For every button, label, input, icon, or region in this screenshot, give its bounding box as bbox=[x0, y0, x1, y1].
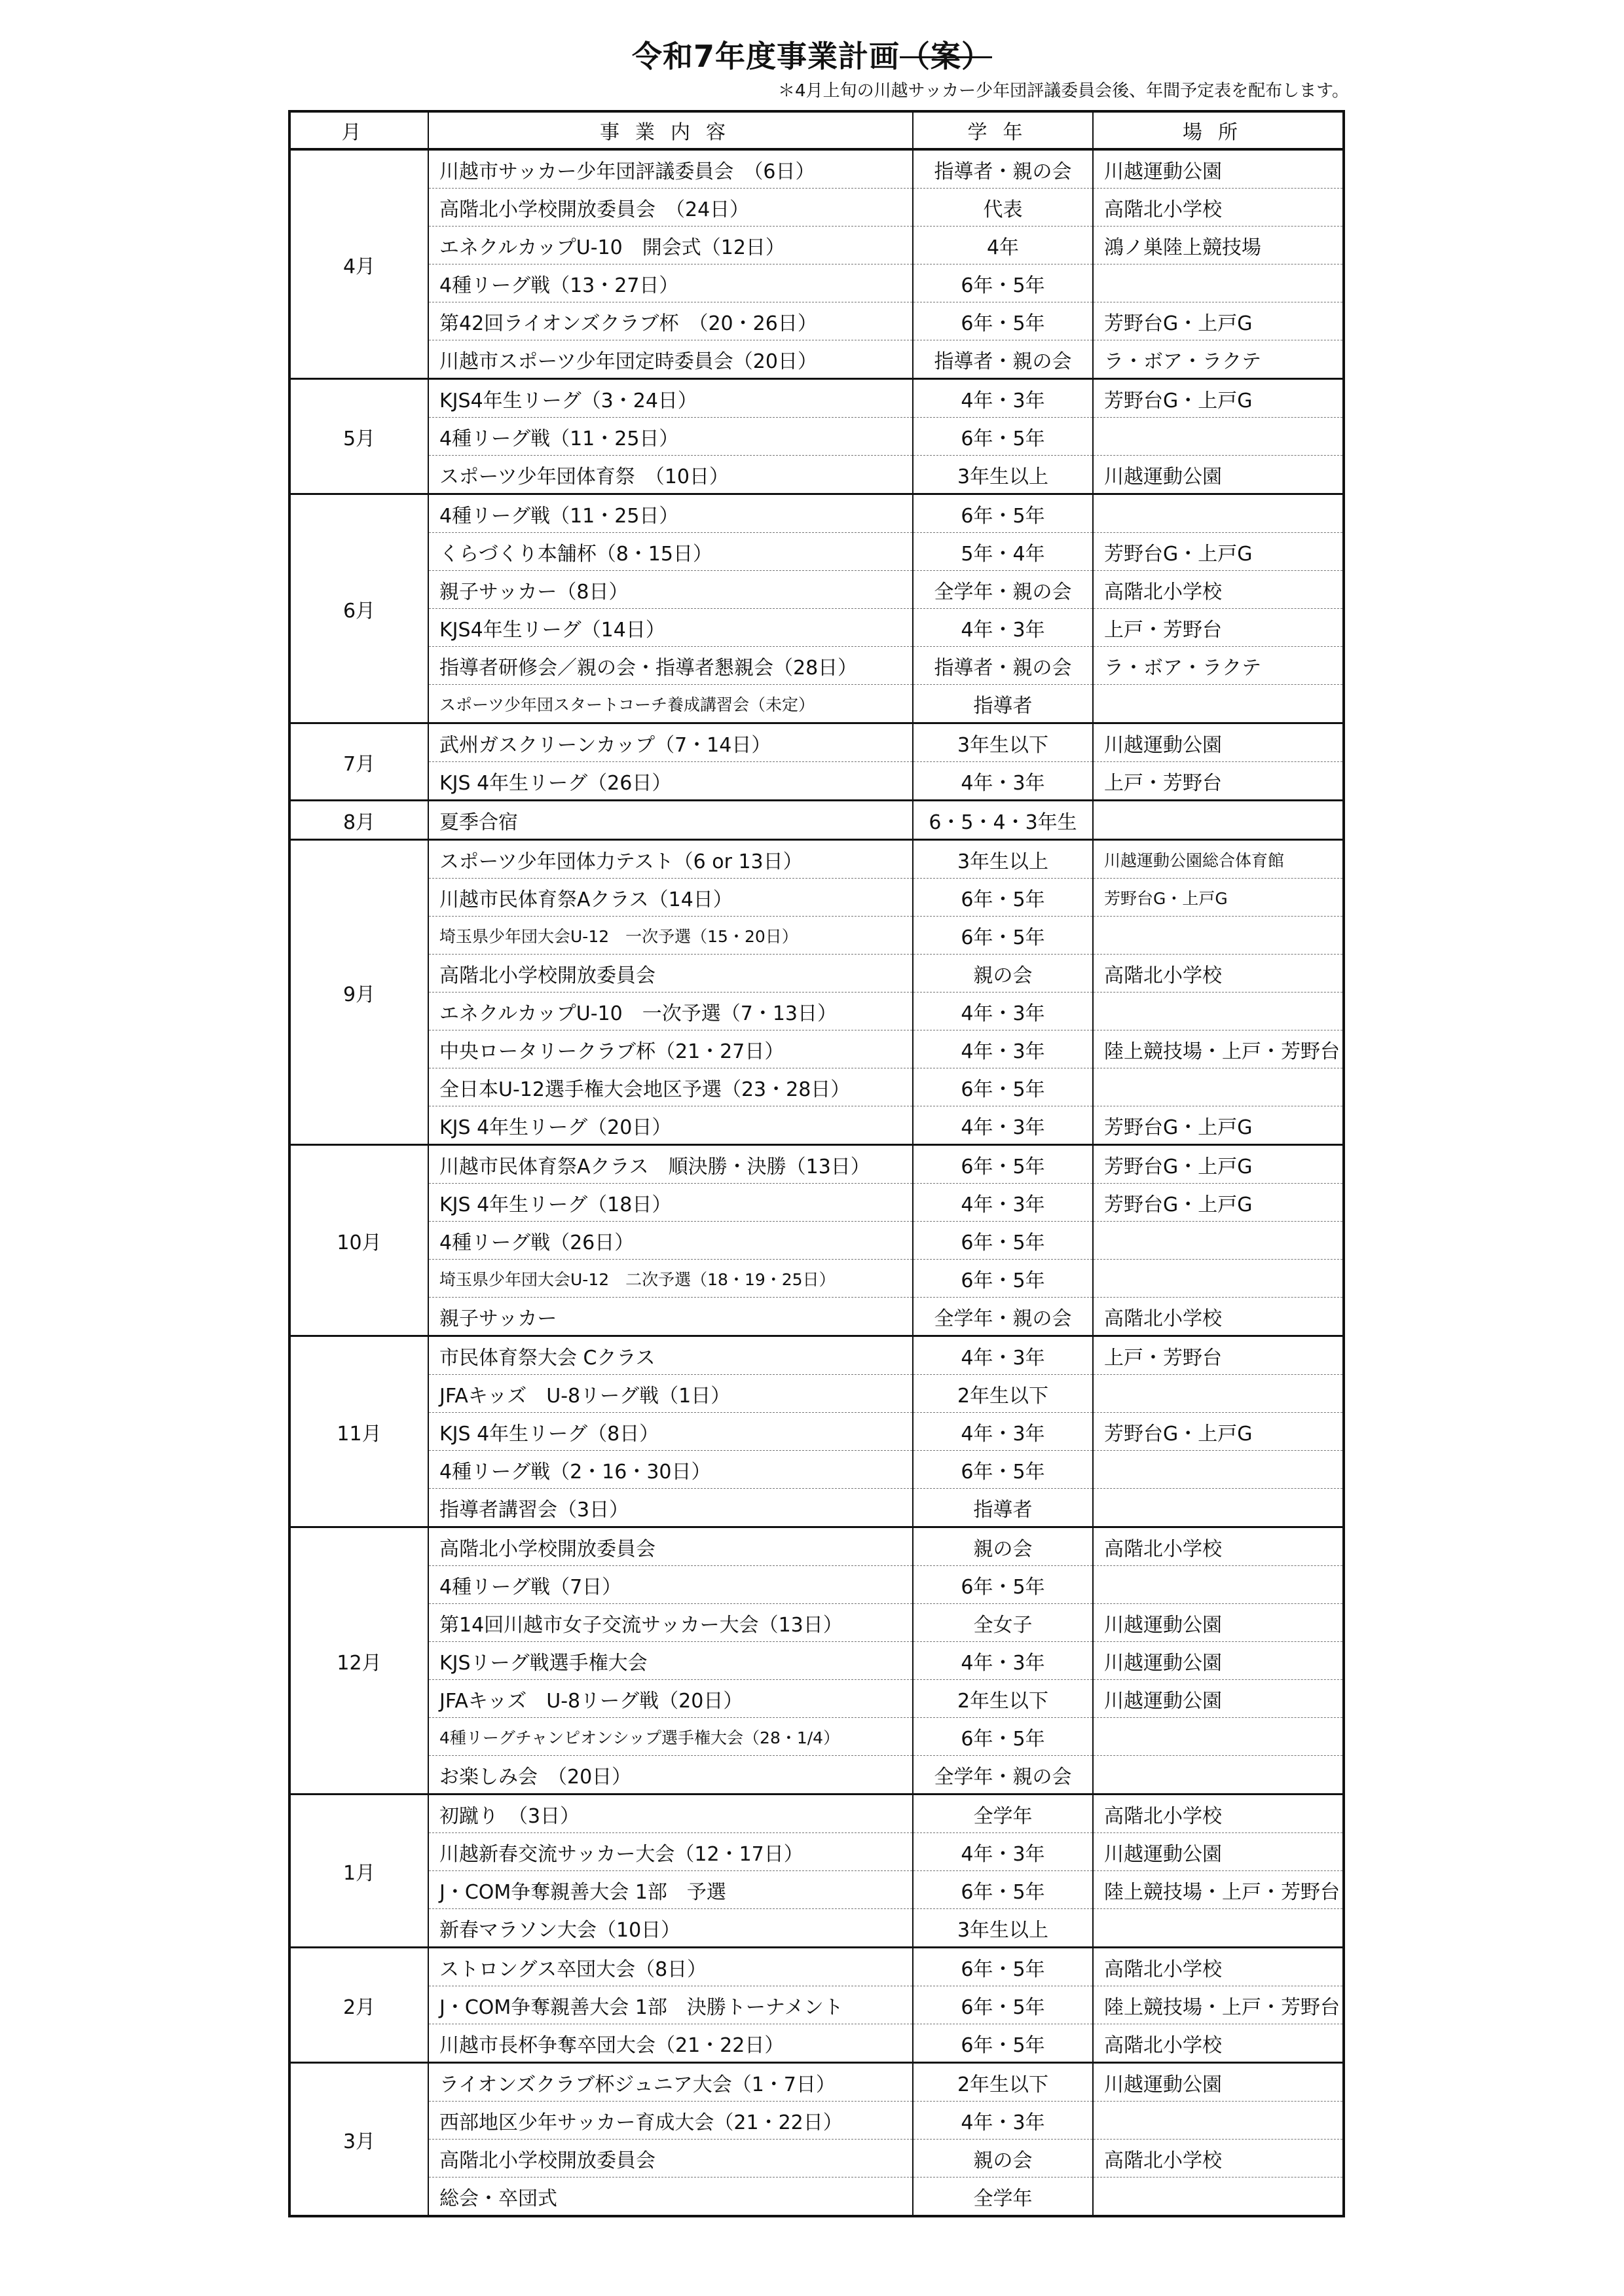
grade-cell: 指導者・親の会 bbox=[913, 647, 1093, 685]
grade-cell: 2年生以下 bbox=[913, 1680, 1093, 1718]
table-row bbox=[289, 494, 1344, 533]
place-cell: 川越運動公園 bbox=[1093, 723, 1344, 762]
grade-cell: 6年・5年 bbox=[913, 418, 1093, 456]
place-cell: 高階北小学校 bbox=[1093, 1527, 1344, 1566]
grade-cell: 6年・5年 bbox=[913, 264, 1093, 302]
table-row bbox=[289, 2102, 1344, 2140]
table-row bbox=[289, 1642, 1344, 1680]
table-row bbox=[289, 2178, 1344, 2217]
table-row bbox=[289, 571, 1344, 609]
table-row bbox=[289, 1336, 1344, 1375]
grade-cell: 4年・3年 bbox=[913, 609, 1093, 647]
place-cell bbox=[1093, 1756, 1344, 1795]
table-row bbox=[289, 1298, 1344, 1336]
grade-cell: 親の会 bbox=[913, 1527, 1093, 1566]
month-cell: 9月 bbox=[289, 840, 428, 1145]
place-cell: 上戸・芳野台 bbox=[1093, 609, 1344, 647]
place-cell: 鴻ノ巣陸上競技場 bbox=[1093, 227, 1344, 264]
month-cell: 5月 bbox=[289, 379, 428, 494]
place-cell: 陸上競技場・上戸・芳野台 bbox=[1093, 1871, 1344, 1909]
event-name-cell: 高階北小学校開放委員会 bbox=[428, 955, 913, 993]
event-name-cell: KJS 4年生リーグ（26日） bbox=[428, 762, 913, 801]
event-name-cell: スポーツ少年団体育祭 （10日） bbox=[428, 456, 913, 494]
table-row bbox=[289, 2024, 1344, 2063]
place-cell bbox=[1093, 418, 1344, 456]
schedule-table bbox=[288, 110, 1345, 2217]
table-row bbox=[289, 2063, 1344, 2102]
schedule-body bbox=[289, 149, 1344, 2216]
place-cell bbox=[1093, 494, 1344, 533]
place-cell: ラ・ボア・ラクテ bbox=[1093, 647, 1344, 685]
grade-cell: 代表 bbox=[913, 189, 1093, 227]
place-cell: 陸上競技場・上戸・芳野台 bbox=[1093, 1986, 1344, 2024]
place-cell bbox=[1093, 1566, 1344, 1604]
event-name-cell: JFAキッズ U-8リーグ戦（20日） bbox=[428, 1680, 913, 1718]
place-cell bbox=[1093, 1489, 1344, 1527]
grade-cell: 3年生以上 bbox=[913, 456, 1093, 494]
month-cell: 11月 bbox=[289, 1336, 428, 1527]
table-row bbox=[289, 1106, 1344, 1145]
place-cell: ラ・ボア・ラクテ bbox=[1093, 340, 1344, 379]
table-row bbox=[289, 840, 1344, 879]
table-row bbox=[289, 1068, 1344, 1106]
table-row bbox=[289, 879, 1344, 917]
event-name-cell: ストロングス卒団大会（8日） bbox=[428, 1948, 913, 1986]
grade-cell: 指導者 bbox=[913, 1489, 1093, 1527]
table-row bbox=[289, 801, 1344, 840]
event-name-cell: KJS 4年生リーグ（18日） bbox=[428, 1184, 913, 1222]
table-row bbox=[289, 379, 1344, 418]
event-name-cell: 埼玉県少年団大会U-12 二次予選（18・19・25日） bbox=[428, 1260, 913, 1298]
place-cell: 高階北小学校 bbox=[1093, 1948, 1344, 1986]
grade-cell: 指導者・親の会 bbox=[913, 340, 1093, 379]
place-cell: 芳野台G・上戸G bbox=[1093, 1145, 1344, 1184]
table-row bbox=[289, 647, 1344, 685]
month-cell: 7月 bbox=[289, 723, 428, 801]
table-row bbox=[289, 955, 1344, 993]
grade-cell: 4年・3年 bbox=[913, 1106, 1093, 1145]
place-cell: 芳野台G・上戸G bbox=[1093, 533, 1344, 571]
month-cell: 10月 bbox=[289, 1145, 428, 1336]
event-name-cell: 中央ロータリークラブ杯（21・27日） bbox=[428, 1030, 913, 1068]
grade-cell: 全学年 bbox=[913, 1795, 1093, 1833]
grade-cell: 4年 bbox=[913, 227, 1093, 264]
grade-cell: 4年・3年 bbox=[913, 379, 1093, 418]
event-name-cell: 第42回ライオンズクラブ杯 （20・26日） bbox=[428, 302, 913, 340]
table-row bbox=[289, 609, 1344, 647]
place-cell: 芳野台G・上戸G bbox=[1093, 1413, 1344, 1451]
table-row bbox=[289, 1948, 1344, 1986]
event-name-cell: エネクルカップU-10 開会式（12日） bbox=[428, 227, 913, 264]
place-cell: 川越運動公園 bbox=[1093, 149, 1344, 189]
header-place: 場所 bbox=[1093, 111, 1344, 149]
grade-cell: 4年・3年 bbox=[913, 993, 1093, 1030]
table-row bbox=[289, 1909, 1344, 1948]
place-cell: 高階北小学校 bbox=[1093, 571, 1344, 609]
place-cell: 川越運動公園 bbox=[1093, 1642, 1344, 1680]
grade-cell: 6・5・4・3年生 bbox=[913, 801, 1093, 840]
grade-cell: 全女子 bbox=[913, 1604, 1093, 1642]
grade-cell: 6年・5年 bbox=[913, 1068, 1093, 1106]
event-name-cell: JFAキッズ U-8リーグ戦（1日） bbox=[428, 1375, 913, 1413]
grade-cell: 4年・3年 bbox=[913, 1413, 1093, 1451]
place-cell bbox=[1093, 917, 1344, 955]
grade-cell: 6年・5年 bbox=[913, 1871, 1093, 1909]
grade-cell: 全学年・親の会 bbox=[913, 1756, 1093, 1795]
place-cell bbox=[1093, 1909, 1344, 1948]
table-row bbox=[289, 1680, 1344, 1718]
event-name-cell: KJS 4年生リーグ（20日） bbox=[428, 1106, 913, 1145]
grade-cell: 3年生以下 bbox=[913, 723, 1093, 762]
table-row bbox=[289, 1566, 1344, 1604]
table-row bbox=[289, 1184, 1344, 1222]
event-name-cell: 川越新春交流サッカー大会（12・17日） bbox=[428, 1833, 913, 1871]
event-name-cell: 新春マラソン大会（10日） bbox=[428, 1909, 913, 1948]
place-cell bbox=[1093, 1375, 1344, 1413]
table-row bbox=[289, 685, 1344, 723]
table-row bbox=[289, 917, 1344, 955]
place-cell: 芳野台G・上戸G bbox=[1093, 302, 1344, 340]
table-row bbox=[289, 533, 1344, 571]
grade-cell: 6年・5年 bbox=[913, 1718, 1093, 1756]
event-name-cell: 親子サッカー（8日） bbox=[428, 571, 913, 609]
event-name-cell: J・COM争奪親善大会 1部 予選 bbox=[428, 1871, 913, 1909]
place-cell: 高階北小学校 bbox=[1093, 189, 1344, 227]
header-event: 事業内容 bbox=[428, 111, 913, 149]
grade-cell: 指導者 bbox=[913, 685, 1093, 723]
event-name-cell: スポーツ少年団体力テスト（6 or 13日） bbox=[428, 840, 913, 879]
place-cell: 芳野台G・上戸G bbox=[1093, 1106, 1344, 1145]
place-cell: 陸上競技場・上戸・芳野台 bbox=[1093, 1030, 1344, 1068]
grade-cell: 全学年・親の会 bbox=[913, 571, 1093, 609]
table-row bbox=[289, 149, 1344, 189]
event-name-cell: 4種リーグ戦（11・25日） bbox=[428, 494, 913, 533]
grade-cell: 6年・5年 bbox=[913, 302, 1093, 340]
table-row bbox=[289, 1718, 1344, 1756]
event-name-cell: 4種リーグ戦（2・16・30日） bbox=[428, 1451, 913, 1489]
event-name-cell: 高階北小学校開放委員会 bbox=[428, 1527, 913, 1566]
place-cell bbox=[1093, 801, 1344, 840]
event-name-cell: 高階北小学校開放委員会 （24日） bbox=[428, 189, 913, 227]
grade-cell: 6年・5年 bbox=[913, 879, 1093, 917]
table-row bbox=[289, 227, 1344, 264]
header-grade: 学年 bbox=[913, 111, 1093, 149]
grade-cell: 全学年 bbox=[913, 2178, 1093, 2217]
table-row bbox=[289, 456, 1344, 494]
event-name-cell: お楽しみ会 （20日） bbox=[428, 1756, 913, 1795]
event-name-cell: 親子サッカー bbox=[428, 1298, 913, 1336]
month-cell: 12月 bbox=[289, 1527, 428, 1795]
grade-cell: 6年・5年 bbox=[913, 917, 1093, 955]
table-row bbox=[289, 1030, 1344, 1068]
table-row bbox=[289, 993, 1344, 1030]
event-name-cell: 指導者研修会／親の会・指導者懇親会（28日） bbox=[428, 647, 913, 685]
event-name-cell: KJS 4年生リーグ（8日） bbox=[428, 1413, 913, 1451]
place-cell bbox=[1093, 264, 1344, 302]
event-name-cell: 西部地区少年サッカー育成大会（21・22日） bbox=[428, 2102, 913, 2140]
place-cell: 芳野台G・上戸G bbox=[1093, 379, 1344, 418]
place-cell bbox=[1093, 993, 1344, 1030]
table-row bbox=[289, 1527, 1344, 1566]
event-name-cell: 全日本U-12選手権大会地区予選（23・28日） bbox=[428, 1068, 913, 1106]
place-cell bbox=[1093, 2178, 1344, 2217]
month-cell: 3月 bbox=[289, 2063, 428, 2217]
header-month: 月 bbox=[289, 111, 428, 149]
grade-cell: 全学年・親の会 bbox=[913, 1298, 1093, 1336]
place-cell: 高階北小学校 bbox=[1093, 2024, 1344, 2063]
event-name-cell: KJSリーグ戦選手権大会 bbox=[428, 1642, 913, 1680]
table-row bbox=[289, 723, 1344, 762]
place-cell: 川越運動公園総合体育館 bbox=[1093, 840, 1344, 879]
table-header-row bbox=[289, 111, 1344, 149]
event-name-cell: 川越市スポーツ少年団定時委員会（20日） bbox=[428, 340, 913, 379]
event-name-cell: 総会・卒団式 bbox=[428, 2178, 913, 2217]
place-cell: 高階北小学校 bbox=[1093, 1298, 1344, 1336]
grade-cell: 4年・3年 bbox=[913, 1030, 1093, 1068]
grade-cell: 親の会 bbox=[913, 955, 1093, 993]
place-cell: 上戸・芳野台 bbox=[1093, 1336, 1344, 1375]
place-cell: 高階北小学校 bbox=[1093, 2140, 1344, 2178]
table-row bbox=[289, 762, 1344, 801]
event-name-cell: J・COM争奪親善大会 1部 決勝トーナメント bbox=[428, 1986, 913, 2024]
table-row bbox=[289, 1756, 1344, 1795]
event-name-cell: 4種リーグ戦（7日） bbox=[428, 1566, 913, 1604]
grade-cell: 6年・5年 bbox=[913, 1260, 1093, 1298]
document-title bbox=[0, 33, 1624, 76]
event-name-cell: 初蹴り （3日） bbox=[428, 1795, 913, 1833]
grade-cell: 6年・5年 bbox=[913, 1566, 1093, 1604]
place-cell: 川越運動公園 bbox=[1093, 1833, 1344, 1871]
event-name-cell: 夏季合宿 bbox=[428, 801, 913, 840]
table-row bbox=[289, 1986, 1344, 2024]
event-name-cell: KJS4年生リーグ（14日） bbox=[428, 609, 913, 647]
event-name-cell: 指導者講習会（3日） bbox=[428, 1489, 913, 1527]
table-row bbox=[289, 1833, 1344, 1871]
month-cell: 2月 bbox=[289, 1948, 428, 2063]
distribution-note: ＊4月上旬の川越サッカー少年団評議委員会後、年間予定表を配布します。 bbox=[778, 81, 1349, 101]
event-name-cell: 埼玉県少年団大会U-12 一次予選（15・20日） bbox=[428, 917, 913, 955]
grade-cell: 6年・5年 bbox=[913, 1222, 1093, 1260]
grade-cell: 3年生以上 bbox=[913, 1909, 1093, 1948]
table-row bbox=[289, 264, 1344, 302]
table-row bbox=[289, 302, 1344, 340]
event-name-cell: スポーツ少年団スタートコーチ養成講習会（未定） bbox=[428, 685, 913, 723]
event-name-cell: 4種リーグ戦（11・25日） bbox=[428, 418, 913, 456]
table-row bbox=[289, 1145, 1344, 1184]
month-cell: 1月 bbox=[289, 1795, 428, 1948]
month-cell: 6月 bbox=[289, 494, 428, 723]
grade-cell: 4年・3年 bbox=[913, 762, 1093, 801]
place-cell: 川越運動公園 bbox=[1093, 2063, 1344, 2102]
event-name-cell: ライオンズクラブ杯ジュニア大会（1・7日） bbox=[428, 2063, 913, 2102]
grade-cell: 5年・4年 bbox=[913, 533, 1093, 571]
grade-cell: 3年生以上 bbox=[913, 840, 1093, 879]
table-row bbox=[289, 1375, 1344, 1413]
grade-cell: 4年・3年 bbox=[913, 1184, 1093, 1222]
event-name-cell: エネクルカップU-10 一次予選（7・13日） bbox=[428, 993, 913, 1030]
place-cell bbox=[1093, 1718, 1344, 1756]
place-cell: 高階北小学校 bbox=[1093, 955, 1344, 993]
grade-cell: 6年・5年 bbox=[913, 1986, 1093, 2024]
event-name-cell: KJS4年生リーグ（3・24日） bbox=[428, 379, 913, 418]
grade-cell: 4年・3年 bbox=[913, 2102, 1093, 2140]
place-cell: 川越運動公園 bbox=[1093, 456, 1344, 494]
event-name-cell: 武州ガスクリーンカップ（7・14日） bbox=[428, 723, 913, 762]
table-row bbox=[289, 189, 1344, 227]
place-cell bbox=[1093, 1068, 1344, 1106]
place-cell: 川越運動公園 bbox=[1093, 1604, 1344, 1642]
event-name-cell: 第14回川越市女子交流サッカー大会（13日） bbox=[428, 1604, 913, 1642]
event-name-cell: くらづくり本舗杯（8・15日） bbox=[428, 533, 913, 571]
table-row bbox=[289, 2140, 1344, 2178]
grade-cell: 6年・5年 bbox=[913, 2024, 1093, 2063]
grade-cell: 4年・3年 bbox=[913, 1336, 1093, 1375]
event-name-cell: 川越市長杯争奪卒団大会（21・22日） bbox=[428, 2024, 913, 2063]
grade-cell: 6年・5年 bbox=[913, 1451, 1093, 1489]
place-cell: 川越運動公園 bbox=[1093, 1680, 1344, 1718]
place-cell bbox=[1093, 1260, 1344, 1298]
grade-cell: 指導者・親の会 bbox=[913, 149, 1093, 189]
place-cell bbox=[1093, 685, 1344, 723]
event-name-cell: 4種リーグ戦（26日） bbox=[428, 1222, 913, 1260]
event-name-cell: 4種リーグ戦（13・27日） bbox=[428, 264, 913, 302]
event-name-cell: 川越市サッカー少年団評議委員会 （6日） bbox=[428, 149, 913, 189]
grade-cell: 親の会 bbox=[913, 2140, 1093, 2178]
grade-cell: 6年・5年 bbox=[913, 1948, 1093, 1986]
event-name-cell: 市民体育祭大会 Cクラス bbox=[428, 1336, 913, 1375]
table-row bbox=[289, 1413, 1344, 1451]
event-name-cell: 4種リーグチャンピオンシップ選手権大会（28・1/4） bbox=[428, 1718, 913, 1756]
place-cell: 芳野台G・上戸G bbox=[1093, 1184, 1344, 1222]
grade-cell: 4年・3年 bbox=[913, 1642, 1093, 1680]
table-row bbox=[289, 1489, 1344, 1527]
place-cell bbox=[1093, 2102, 1344, 2140]
place-cell: 上戸・芳野台 bbox=[1093, 762, 1344, 801]
event-name-cell: 高階北小学校開放委員会 bbox=[428, 2140, 913, 2178]
table-row bbox=[289, 1222, 1344, 1260]
place-cell: 高階北小学校 bbox=[1093, 1795, 1344, 1833]
event-name-cell: 川越市民体育祭Aクラス（14日） bbox=[428, 879, 913, 917]
grade-cell: 2年生以下 bbox=[913, 1375, 1093, 1413]
place-cell bbox=[1093, 1222, 1344, 1260]
table-row bbox=[289, 1871, 1344, 1909]
place-cell: 芳野台G・上戸G bbox=[1093, 879, 1344, 917]
month-cell: 8月 bbox=[289, 801, 428, 840]
month-cell: 4月 bbox=[289, 149, 428, 379]
event-name-cell: 川越市民体育祭Aクラス 順決勝・決勝（13日） bbox=[428, 1145, 913, 1184]
table-row bbox=[289, 1795, 1344, 1833]
table-row bbox=[289, 1260, 1344, 1298]
place-cell bbox=[1093, 1451, 1344, 1489]
table-row bbox=[289, 1451, 1344, 1489]
table-row bbox=[289, 418, 1344, 456]
grade-cell: 2年生以下 bbox=[913, 2063, 1093, 2102]
title-draft-struck: （案） bbox=[900, 39, 992, 74]
table-row bbox=[289, 340, 1344, 379]
title-main: 令和7年度事業計画 bbox=[631, 39, 900, 74]
grade-cell: 6年・5年 bbox=[913, 494, 1093, 533]
grade-cell: 6年・5年 bbox=[913, 1145, 1093, 1184]
grade-cell: 4年・3年 bbox=[913, 1833, 1093, 1871]
table-row bbox=[289, 1604, 1344, 1642]
